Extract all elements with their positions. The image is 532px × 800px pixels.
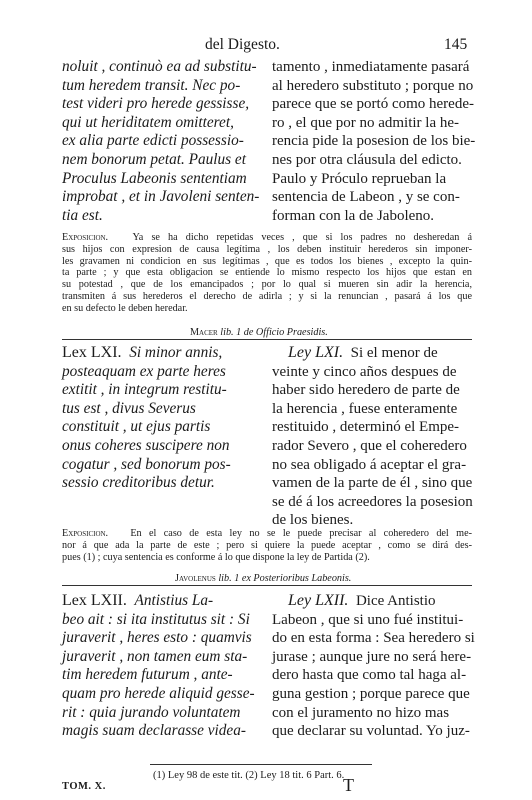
page-number: 145 bbox=[444, 36, 468, 53]
spanish-line: jurase ; aunque jure no será here- bbox=[272, 648, 472, 665]
exposition-line: pues (1) ; cuya sentencia es conforme á lo que dispone la ley de Partida (2). bbox=[62, 551, 370, 563]
latin-line: juraverit , non tamen eum sta- bbox=[62, 647, 248, 665]
spanish-line: do en esta forma : Sea heredero si bbox=[272, 630, 475, 647]
latin-line: quam pro herede aliquid gesse- bbox=[62, 684, 255, 702]
attribution-source: lib. 1 de Officio Praesidis. bbox=[220, 327, 328, 338]
spanish-line: guna gestion ; porque parece que bbox=[272, 685, 470, 702]
spanish-column-lex62 bbox=[272, 592, 475, 741]
latin-line: tus est , divus Severus bbox=[62, 399, 196, 417]
latin-column-lex62 bbox=[62, 592, 255, 741]
spanish-column-lex61 bbox=[272, 344, 473, 530]
latin-line: constituit , ut ejus partis bbox=[62, 418, 211, 436]
rule-divider bbox=[62, 585, 472, 586]
latin-line: Si minor annis, bbox=[129, 344, 223, 361]
lex-heading: Lex LXI. bbox=[62, 344, 122, 361]
latin-line: extitit , in integrum restitu- bbox=[62, 381, 227, 399]
latin-line: juraverit , heres esto : quamvis bbox=[62, 629, 252, 647]
attribution-javolenus bbox=[175, 573, 351, 584]
latin-line: Proculus Labeonis sententiam bbox=[62, 169, 247, 187]
exposition-line: su potestad , que de los emancipados ; por lo qual si mueren sin adir la herencia, bbox=[62, 279, 472, 291]
exposition-line: En el caso de esta ley no se le puede precisar al coheredero del me- bbox=[130, 528, 473, 539]
spanish-line: no sea obligado á aceptar el gra- bbox=[272, 456, 467, 473]
exposition-1 bbox=[62, 232, 472, 315]
exposition-label: Exposicion. bbox=[62, 232, 109, 243]
attribution-macer bbox=[190, 327, 328, 338]
spanish-line: la herencia , fuese enteramente bbox=[272, 400, 458, 417]
spanish-line: con el juramento no hizo mas bbox=[272, 704, 450, 721]
spanish-line: Labeon , que si uno fué institui- bbox=[272, 611, 464, 628]
spanish-line: tamento , inmediatamente pasará bbox=[272, 59, 470, 75]
exposition-line: Ya se ha dicho repetidas veces , que si los padres no desheredan á bbox=[132, 232, 473, 243]
footnotes: (1) Ley 98 de este tit. (2) Ley 18 tit. 6 Part. 6. bbox=[153, 770, 345, 781]
exposition-label: Exposicion. bbox=[62, 528, 109, 539]
latin-line: improbat , et in Javoleni senten- bbox=[62, 188, 260, 206]
spanish-line: de los bienes. bbox=[272, 512, 354, 529]
attribution-author: Javolenus bbox=[175, 573, 216, 584]
latin-line: cogatur , sed bonorum pos- bbox=[62, 455, 231, 473]
spanish-line: restituido , determinó el Empe- bbox=[272, 419, 460, 436]
exposition-line: les gravamen ni condicion en sus legítimas , que es todos los bienes , excepto la quin- bbox=[62, 255, 472, 267]
latin-line: tum heredem transit. Nec po- bbox=[62, 76, 241, 94]
spanish-line: dero hasta que como tal haga al- bbox=[272, 667, 467, 684]
lex-heading: Lex LXII. bbox=[62, 592, 127, 609]
spanish-line: Paulo y Próculo reprueban la bbox=[272, 170, 447, 187]
spanish-line: sentencia de Labeon , y se con- bbox=[272, 189, 460, 206]
latin-line: beo ait : si ita institutus sit : Si bbox=[62, 610, 250, 628]
exposition-line: sus hijos con expresion de causa legítima , los deben instituir herederos sin imponer- bbox=[62, 243, 472, 255]
spanish-line: haber sido heredero de parte de bbox=[272, 382, 460, 399]
ley-heading: Ley LXI. bbox=[288, 344, 344, 361]
latin-line: sessio creditoribus detur. bbox=[62, 474, 215, 492]
latin-line: rit : quia jurando voluntatem bbox=[62, 703, 241, 721]
latin-column-1 bbox=[62, 58, 259, 225]
attribution-source: lib. 1 ex Posterioribus Labeonis. bbox=[218, 573, 352, 584]
sheet-signature-mark: T bbox=[343, 775, 354, 795]
latin-line: noluit , continuò ea ad substitu- bbox=[62, 58, 257, 75]
latin-line: tia est. bbox=[62, 206, 103, 224]
latin-line: ex alia parte edicti possessio- bbox=[62, 132, 244, 150]
latin-line: magis suam declarasse videa- bbox=[62, 722, 246, 740]
exposition-line: nor á que ada la parte de este ; pero si quiere la puede aceptar , como se dirá des- bbox=[62, 539, 472, 551]
latin-line: nem bonorum petat. Paulus et bbox=[62, 150, 246, 168]
spanish-line: rador Severo , que el coheredero bbox=[272, 437, 467, 454]
running-title: del Digesto. bbox=[205, 36, 280, 53]
latin-line: onus coheres suscipere non bbox=[62, 436, 230, 454]
rule-footnotes bbox=[150, 764, 372, 765]
volume-signature: TOM. X. bbox=[62, 781, 106, 792]
spanish-line: forman con la de Jaboleno. bbox=[272, 207, 435, 224]
rule-divider bbox=[62, 339, 472, 340]
exposition-2 bbox=[62, 528, 472, 563]
spanish-line: ro , el que por no admitir la he- bbox=[272, 114, 460, 131]
exposition-line: en su defecto le deben heredar. bbox=[62, 302, 188, 314]
latin-line: test videri pro herede gessisse, bbox=[62, 95, 250, 113]
spanish-line: Si el menor de bbox=[350, 345, 438, 361]
spanish-column-1 bbox=[272, 58, 475, 225]
spanish-line: veinte y cinco años despues de bbox=[272, 363, 457, 380]
latin-line: tim heredem futurum , ante- bbox=[62, 666, 233, 684]
spanish-line: parece que se portó como herede- bbox=[272, 96, 474, 113]
latin-line: qui ut heriditatem omitteret, bbox=[62, 113, 234, 131]
spanish-line: rencia pide la posesion de los bie- bbox=[272, 133, 476, 150]
exposition-line: transmiten á sus herederos el derecho de adirla ; y si la renuncian , pasará á los que bbox=[62, 290, 472, 302]
spanish-line: se dé á los acreedores la posesion bbox=[272, 493, 473, 510]
spanish-line: Dice Antistio bbox=[355, 593, 436, 609]
spanish-line: que declarar su voluntad. Yo juz- bbox=[272, 723, 470, 740]
spanish-line: al heredero substituto ; porque no bbox=[272, 77, 474, 94]
latin-column-lex61 bbox=[62, 344, 231, 493]
attribution-author: Macer bbox=[190, 327, 218, 338]
spanish-line: nes por otra cláusula del edicto. bbox=[272, 151, 462, 168]
latin-line: Antistius La- bbox=[134, 592, 214, 609]
ley-heading: Ley LXII. bbox=[288, 592, 349, 609]
latin-line: posteaquam ex parte heres bbox=[62, 362, 226, 380]
exposition-line: ta parte ; y que esta obligacion se entiende lo mismo respecto los hijos que estan en bbox=[62, 267, 472, 279]
spanish-line: vamen de la parte de él , sino que bbox=[272, 475, 473, 492]
